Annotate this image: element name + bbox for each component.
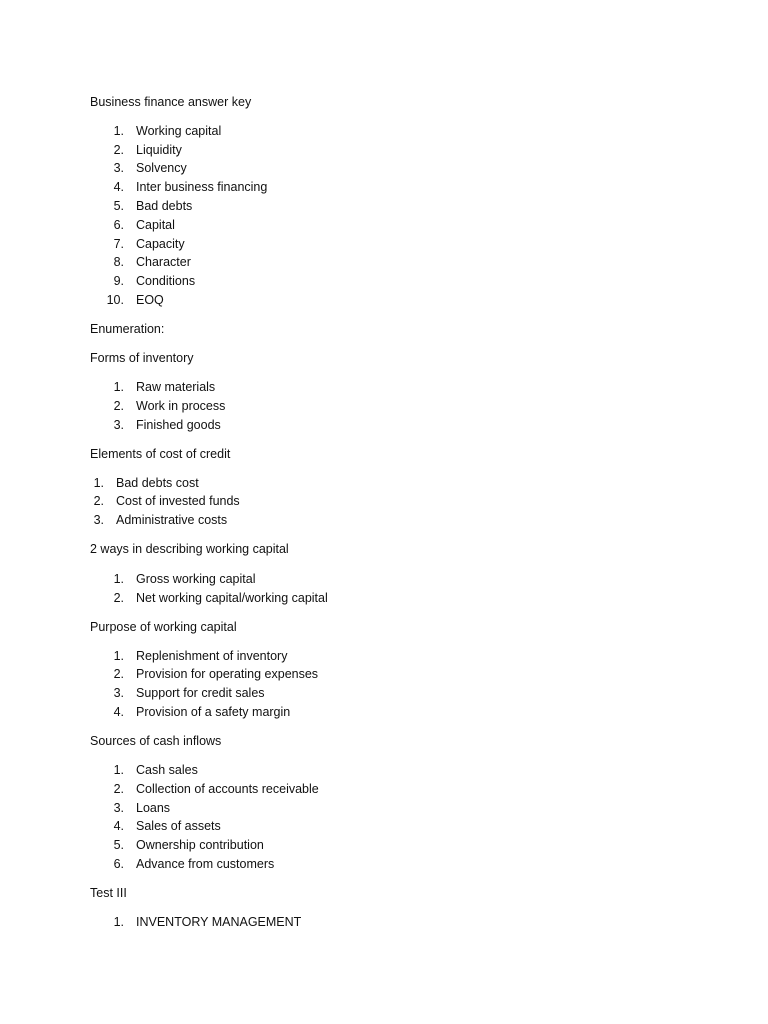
- section-heading-enumeration: Enumeration:: [90, 322, 165, 336]
- list-item-number: 1.: [113, 915, 124, 929]
- list-item-number: 2.: [113, 782, 124, 796]
- list-item: Capacity: [136, 237, 185, 251]
- section-heading-test-3: Test III: [90, 886, 127, 900]
- list-item: Conditions: [136, 274, 196, 288]
- section-heading-sources: Sources of cash inflows: [90, 734, 222, 748]
- list-item: Collection of accounts receivable: [136, 782, 319, 796]
- list-item-number: 3.: [113, 161, 124, 175]
- list-item-number: 4.: [113, 180, 124, 194]
- list-item: Inter business financing: [136, 180, 268, 194]
- list-item-number: 2.: [93, 494, 104, 508]
- section-heading-ways-describing: 2 ways in describing working capital: [90, 542, 289, 556]
- list-item: EOQ: [136, 293, 164, 307]
- list-item: Gross working capital: [136, 572, 256, 586]
- list-item-number: 5.: [113, 199, 124, 213]
- list-item: INVENTORY MANAGEMENT: [136, 915, 302, 929]
- list-item-number: 4.: [113, 819, 124, 833]
- list-item-number: 1.: [113, 572, 124, 586]
- list-item-number: 2.: [113, 591, 124, 605]
- list-item: Finished goods: [136, 418, 221, 432]
- document-title: Business finance answer key: [90, 95, 252, 109]
- list-item-number: 2.: [113, 143, 124, 157]
- list-item: Bad debts cost: [116, 476, 199, 490]
- section-heading-purpose: Purpose of working capital: [90, 620, 237, 634]
- list-item: Provision for operating expenses: [136, 667, 319, 681]
- list-item-number: 1.: [93, 476, 104, 490]
- list-item-number: 10.: [106, 293, 124, 307]
- list-item: Raw materials: [136, 380, 216, 394]
- list-item: Working capital: [136, 124, 222, 138]
- list-item: Work in process: [136, 399, 226, 413]
- list-item: Replenishment of inventory: [136, 649, 288, 663]
- list-item: Bad debts: [136, 199, 193, 213]
- list-item: Sales of assets: [136, 819, 221, 833]
- list-item-number: 4.: [113, 705, 124, 719]
- list-item-number: 9.: [113, 274, 124, 288]
- list-item-number: 1.: [113, 380, 124, 394]
- list-item-number: 3.: [113, 801, 124, 815]
- list-item: Loans: [136, 801, 171, 815]
- list-item-number: 3.: [113, 686, 124, 700]
- list-item-number: 8.: [113, 255, 124, 269]
- list-item-number: 5.: [113, 838, 124, 852]
- list-item: Capital: [136, 218, 175, 232]
- list-item: Ownership contribution: [136, 838, 264, 852]
- list-item: Provision of a safety margin: [136, 705, 291, 719]
- list-item-number: 1.: [113, 763, 124, 777]
- list-item-number: 2.: [113, 667, 124, 681]
- list-item: Administrative costs: [116, 513, 228, 527]
- section-heading-elements-of-cost: Elements of cost of credit: [90, 447, 231, 461]
- list-item: Cash sales: [136, 763, 198, 777]
- list-item: Solvency: [136, 161, 187, 175]
- list-item-number: 3.: [113, 418, 124, 432]
- list-item: Advance from customers: [136, 857, 275, 871]
- list-item-number: 6.: [113, 857, 124, 871]
- list-item-number: 1.: [113, 649, 124, 663]
- list-item-number: 6.: [113, 218, 124, 232]
- list-item-number: 2.: [113, 399, 124, 413]
- list-item: Support for credit sales: [136, 686, 265, 700]
- list-item: Cost of invested funds: [116, 494, 240, 508]
- list-item-number: 3.: [93, 513, 104, 527]
- section-heading-forms-of-inventory: Forms of inventory: [90, 351, 194, 365]
- list-item-number: 1.: [113, 124, 124, 138]
- list-item-number: 7.: [113, 237, 124, 251]
- list-item: Character: [136, 255, 191, 269]
- list-item: Liquidity: [136, 143, 182, 157]
- list-item: Net working capital/working capital: [136, 591, 328, 605]
